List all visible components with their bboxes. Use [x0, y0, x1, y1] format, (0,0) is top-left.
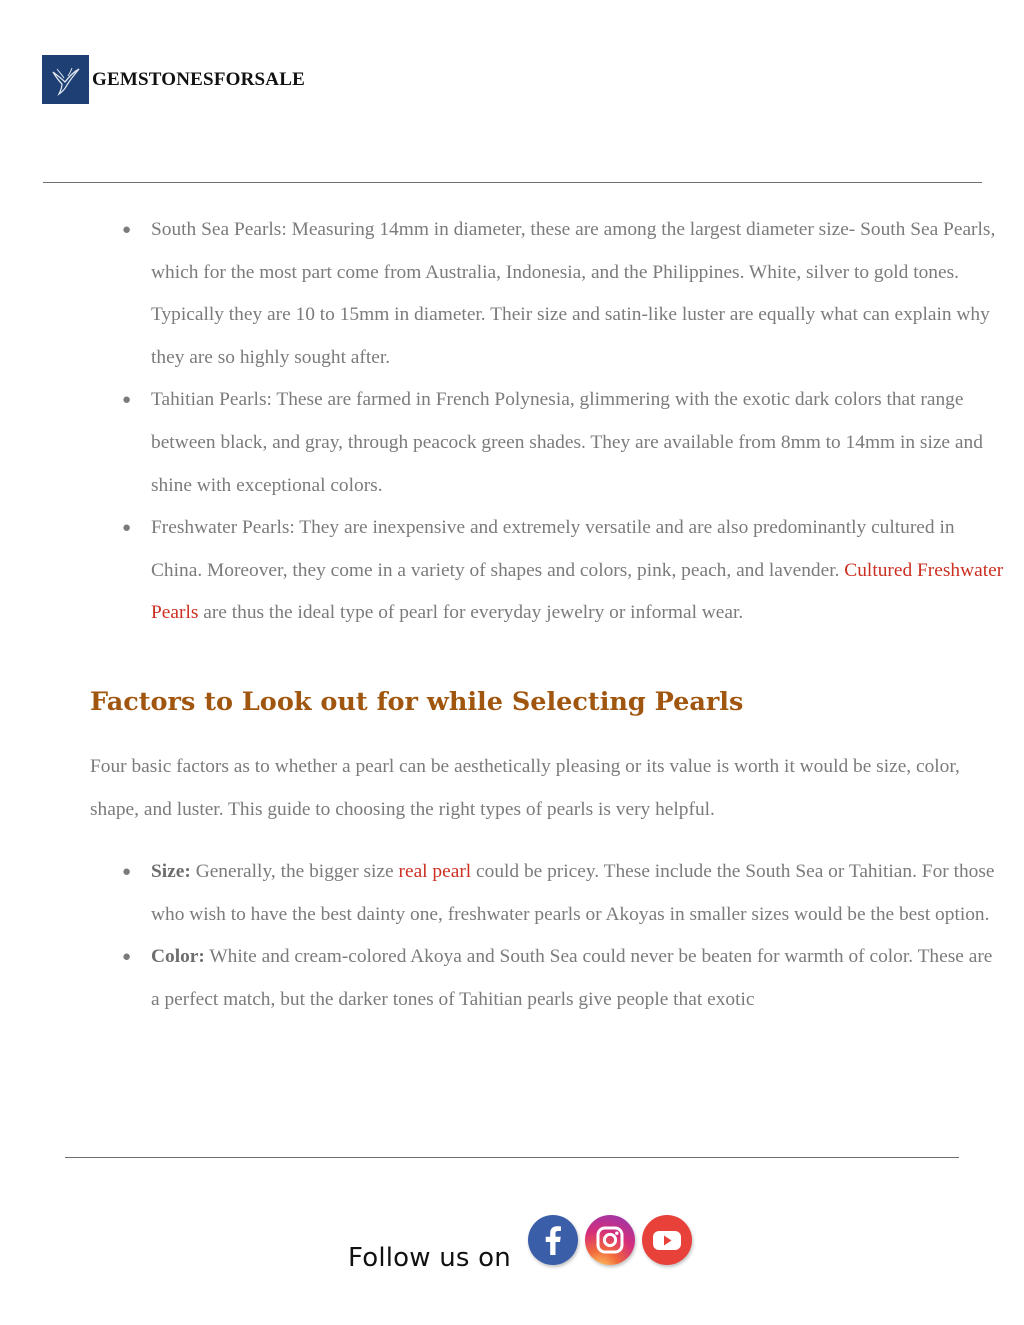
bullet-icon: ● — [122, 520, 132, 537]
bullet-icon: ● — [122, 949, 132, 966]
facebook-icon[interactable] — [528, 1215, 578, 1265]
pearl-types-list — [90, 209, 1005, 635]
factor-label: Color: — [151, 946, 205, 968]
bullet-icon: ● — [122, 864, 132, 881]
list-item-text: Tahitian Pearls: These are farmed in French Polynesia, glimmering with the exotic dark colors that range between black, and gray, through peacock green shades. They are available from 8mm to 14mm in size and shine with exceptional colors. — [151, 389, 983, 496]
section-heading: Factors to Look out for while Selecting Pearls — [90, 686, 744, 717]
brand-logo[interactable] — [42, 55, 305, 104]
factors-list — [90, 851, 1005, 1021]
follow-us-label: Follow us on — [348, 1243, 511, 1273]
list-item-text: could be pricey. These include the South Sea or Tahitian. For those who wish to have the best dainty one, freshwater pearls or Akoyas in smaller sizes would be the best option. — [151, 861, 995, 925]
cultured-freshwater-pearls-link[interactable]: Cultured Freshwater Pearls — [151, 559, 1004, 624]
instagram-icon[interactable] — [585, 1215, 635, 1265]
section-intro: Four basic factors as to whether a pearl can be aesthetically pleasing or its value is worth it would be size, color, shape, and luster. This guide to choosing the right types of pearls is very helpful. — [90, 755, 960, 820]
social-footer — [348, 1215, 699, 1273]
list-item-text: Freshwater Pearls: They are inexpensive and extremely versatile and are also predominantly cultured in China. Moreover, they come in a variety of shapes and colors, pink, peach, and lavender. — [151, 517, 955, 581]
list-item — [122, 209, 1005, 379]
list-item-text: Generally, the bigger size — [190, 861, 399, 883]
list-item — [122, 507, 1005, 635]
hummingbird-logo-icon — [42, 55, 89, 104]
list-item-text: White and cream-colored Akoya and South Sea could never be beaten for warmth of color. These are a perfect match, but the darker tones of Tahitian pearls give people that exotic — [151, 946, 993, 1010]
list-item — [122, 851, 1005, 936]
youtube-icon[interactable] — [642, 1215, 692, 1265]
real-pearl-link[interactable]: real pearl — [398, 861, 472, 883]
list-item-text: are thus the ideal type of pearl for everyday jewelry or informal wear. — [198, 602, 744, 624]
list-item-text: South Sea Pearls: Measuring 14mm in diameter, these are among the largest diameter size- South Sea Pearls, which for the most part come from Australia, Indonesia, and the Philippines. White, silver to gold tones. Typically they are 10 to 15mm in diameter. Their size and satin-like luster are equally what can explain why they are so highly sought after. — [151, 219, 996, 368]
list-item — [122, 379, 1005, 507]
bullet-icon: ● — [122, 392, 132, 409]
bullet-icon: ● — [122, 222, 132, 238]
header-divider — [43, 182, 982, 183]
list-item — [122, 936, 1005, 1021]
article-body — [90, 209, 1005, 1022]
footer-divider — [65, 1157, 959, 1158]
factor-label: Size: — [151, 861, 191, 883]
brand-name: GEMSTONESFORSALE — [92, 68, 305, 90]
